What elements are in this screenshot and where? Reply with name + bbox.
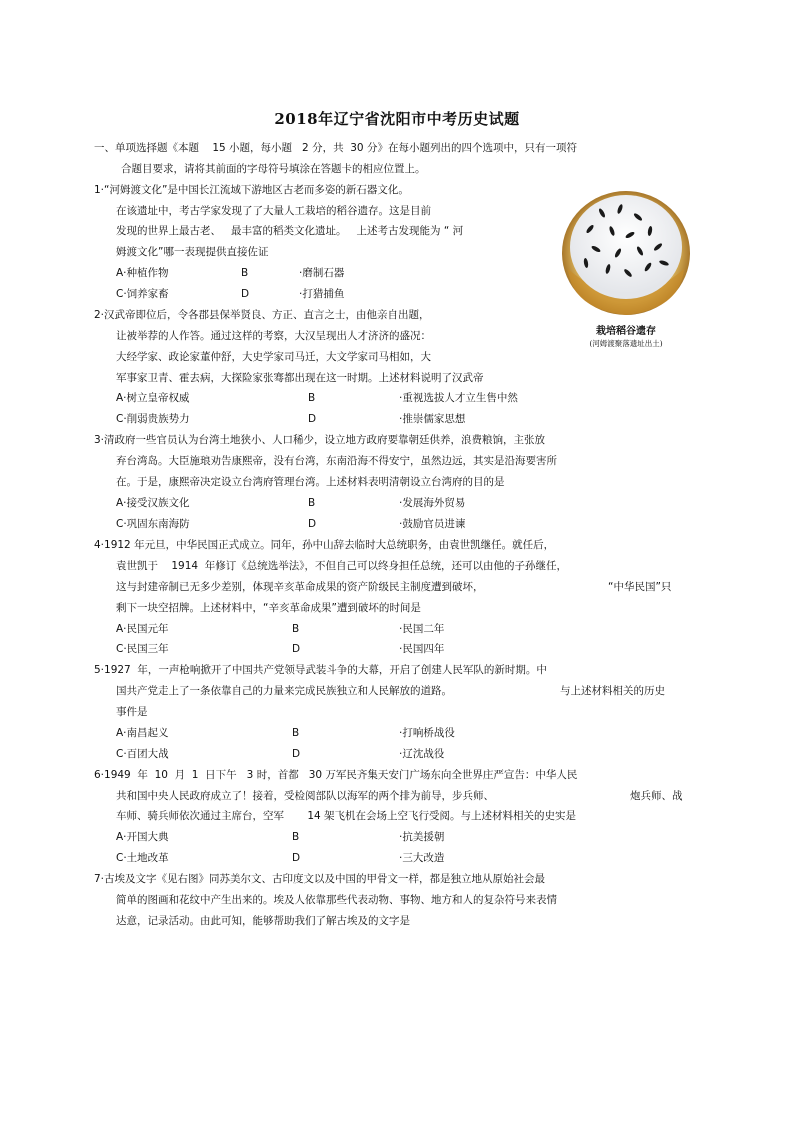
- q1-line3: 发现的世界上最古老、 最丰富的稻类文化遗址。 上述考古发现能为 “ 河: [116, 225, 464, 237]
- q3-line3: 在。于是，康熙帝决定设立台湾府管理台湾。上述材料表明清朝设立台湾府的目的是: [116, 476, 505, 488]
- q5-option-d: ·辽沈战役: [399, 748, 445, 760]
- q4-option-b-letter: B: [292, 623, 300, 635]
- q3-line1: 3·清政府一些官员认为台湾土地狭小、人口稀少，设立地方政府要靠朝廷供养，浪费粮饷，主张放: [94, 434, 546, 446]
- q7-line3: 达意，记录活动。由此可知，能够帮助我们了解古埃及的文字是: [116, 915, 410, 927]
- q3-option-d-letter: D: [308, 518, 317, 530]
- q6-line2: 共和国中央人民政府成立了！接着，受检阅部队以海军的两个排为前导，步兵师、: [116, 790, 494, 802]
- q2-line2: 让被举荐的人作答。通过这样的考察，大汉呈现出人才济济的盛况：: [116, 330, 431, 342]
- q3-option-c: C·巩固东南海防: [116, 518, 190, 530]
- q5-option-b: ·打响桥战役: [399, 727, 455, 739]
- q2-option-a: A·树立皇帝权威: [116, 392, 190, 404]
- figure-subcaption: (河姆渡聚落遗址出土): [589, 339, 663, 348]
- q5-line1: 5·1927 年，一声枪响掀开了中国共产党领导武装斗争的大幕，开启了创建人民军队的新时期。中: [94, 664, 547, 676]
- q1-option-b-letter: B: [241, 267, 249, 279]
- q5-option-b-letter: B: [292, 727, 300, 739]
- q5-line2-end: 与上述材料相关的历史: [560, 685, 665, 697]
- q6-option-d-letter: D: [292, 852, 301, 864]
- q2-option-d: ·推崇儒家思想: [399, 413, 466, 425]
- q6-line1: 6·1949 年 10 月 1 日下午 3 时，首都 30 万军民齐集天安门广场东向全世界庄严宣告：中华人民: [94, 769, 578, 781]
- q4-option-d: ·民国四年: [399, 643, 445, 655]
- q3-option-a: A·接受汉族文化: [116, 497, 190, 509]
- q2-option-c: C·削弱贵族势力: [116, 413, 190, 425]
- q4-option-d-letter: D: [292, 643, 301, 655]
- q1-option-d: ·打猎捕鱼: [299, 288, 345, 300]
- q1-option-d-letter: D: [241, 288, 250, 300]
- section-instruction-line1: 一、单项选择题《本题 15 小题，每小题 2 分，共 30 分》在每小题列出的四个选项中，只有一项符: [94, 142, 577, 154]
- q1-option-c: C·饲养家畜: [116, 288, 169, 300]
- q5-option-c: C·百团大战: [116, 748, 169, 760]
- q1-option-a: A·种植作物: [116, 267, 169, 279]
- q3-option-b-letter: B: [308, 497, 316, 509]
- q6-line3: 车师、骑兵师依次通过主席台，空军 14 架飞机在会场上空飞行受阅。与上述材料相关的史实是: [116, 810, 577, 822]
- q5-option-a: A·南昌起义: [116, 727, 169, 739]
- q4-line1: 4·1912 年元旦，中华民国正式成立。同年，孙中山辞去临时大总统职务，由袁世凯继任。就任后，: [94, 539, 555, 551]
- q3-option-d: ·鼓励官员进谏: [399, 518, 466, 530]
- q5-line3: 事件是: [116, 706, 148, 718]
- q6-option-b-letter: B: [292, 831, 300, 843]
- q2-option-b: ·重视选拔人才立生售中然: [399, 392, 518, 404]
- q2-option-b-letter: B: [308, 392, 316, 404]
- q2-line1: 2·汉武帝即位后，令各郡县保举贤良、方正、直言之士，由他亲自出题，: [94, 309, 430, 321]
- q1-option-b: ·磨制石器: [299, 267, 345, 279]
- figure-caption: 栽培稻谷遗存: [596, 326, 656, 337]
- q3-option-b: ·发展海外贸易: [399, 497, 466, 509]
- q5-line2: 国共产党走上了一条依靠自己的力量来完成民族独立和人民解放的道路。: [116, 685, 452, 697]
- q1-line4: 姆渡文化”哪一表现提供直接佐证: [116, 246, 269, 258]
- q4-line2: 袁世凯于 1914 年修订《总统选举法》，不但自己可以终身担任总统，还可以由他的子孙继任，: [116, 560, 567, 572]
- q2-option-d-letter: D: [308, 413, 317, 425]
- q3-line2: 弃台湾岛。大臣施琅劝告康熙帝，没有台湾，东南沿海不得安宁，虽然边远，其实是沿海要害所: [116, 455, 557, 467]
- q6-option-b: ·抗美援朝: [399, 831, 445, 843]
- q6-option-a: A·开国大典: [116, 831, 169, 843]
- q4-line4: 剩下一块空招牌。上述材料中，“辛亥革命成果”遭到破坏的时间是: [116, 602, 421, 614]
- q4-line3: 这与封建帝制已无多少差别，体现辛亥革命成果的资产阶级民主制度遭到破坏，: [116, 581, 484, 593]
- q2-line4: 军事家卫青、霍去病，大探险家张骞都出现在这一时期。上述材料说明了汉武帝: [116, 372, 484, 384]
- q2-line3: 大经学家、政论家董仲舒，大史学家司马迁，大文学家司马相如，大: [116, 351, 431, 363]
- q4-option-c: C·民国三年: [116, 643, 169, 655]
- q6-option-d: ·三大改造: [399, 852, 445, 864]
- q1-line2: 在该遗址中，考古学家发现了了大量人工栽培的稻谷遗存。这是目前: [116, 205, 431, 217]
- q4-line3-end: “中华民国”只: [608, 581, 672, 593]
- q4-option-a: A·民国元年: [116, 623, 169, 635]
- q6-option-c: C·土地改革: [116, 852, 169, 864]
- q5-option-d-letter: D: [292, 748, 301, 760]
- q7-line2: 简单的图画和花纹中产生出来的。埃及人依靠那些代表动物、事物、地方和人的复杂符号来表情: [116, 894, 557, 906]
- q7-line1: 7·古埃及文字《见右图》同苏美尔文、古印度文以及中国的甲骨文一样，都是独立地从原始社会最: [94, 873, 546, 885]
- section-instruction-line2: 合题目要求，请将其前面的字母符号填涂在答题卡的相应位置上。: [121, 163, 426, 175]
- q6-line2-end: 炮兵师、战: [630, 790, 683, 802]
- q1-line1: 1·“河姆渡文化”是中国长江流域下游地区古老而多姿的新石器文化。: [94, 184, 409, 196]
- page-title: 2018年辽宁省沈阳市中考历史试题: [274, 110, 520, 128]
- q4-option-b: ·民国二年: [399, 623, 445, 635]
